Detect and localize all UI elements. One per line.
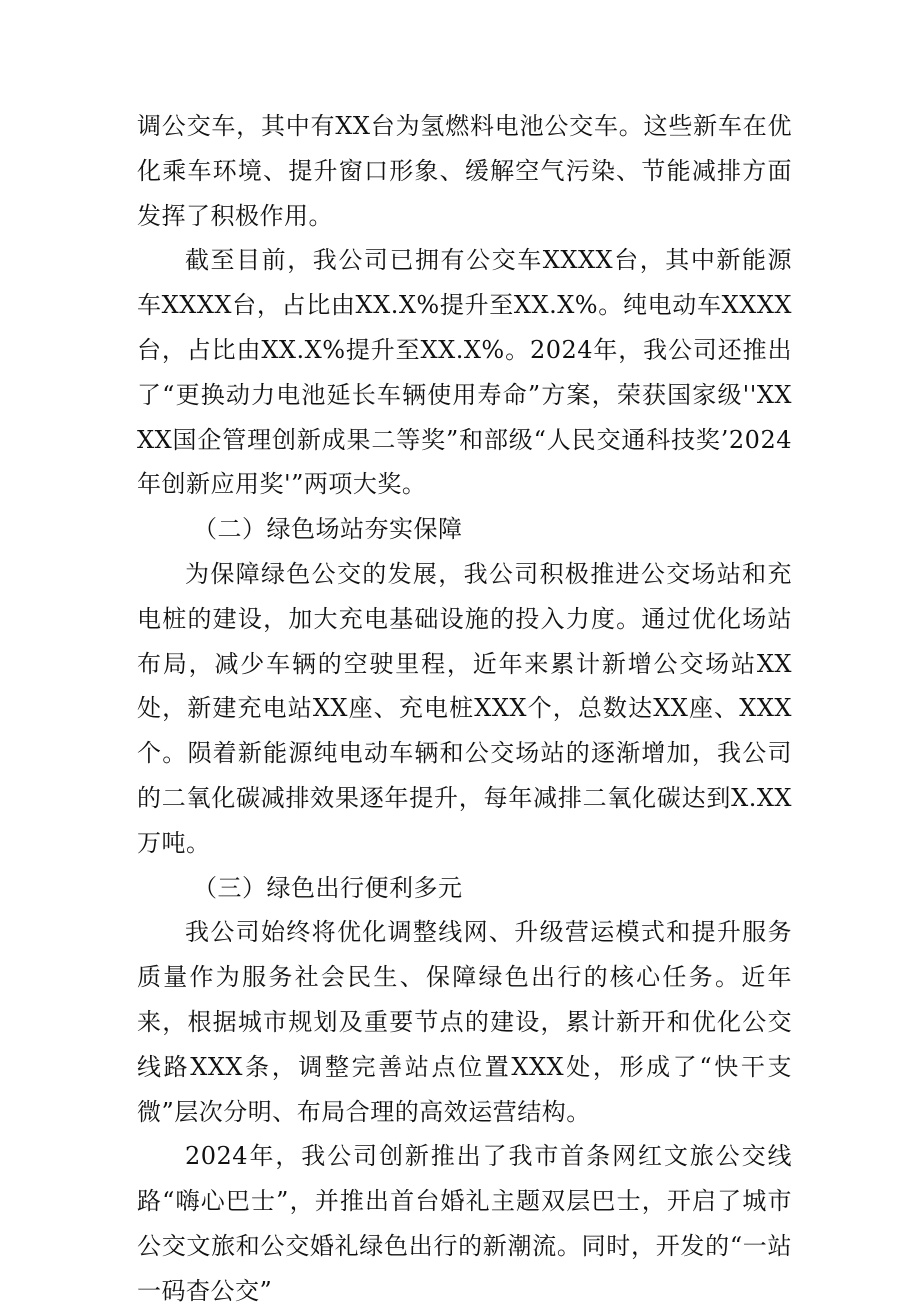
paragraph-5: 2024年，我公司创新推出了我市首条网红文旅公交线路“嗨心巴士”，并推出首台婚礼主题双层巴士，开启了城市公交文旅和公交婚礼绿色出行的新潮流。同时，开发的“一站一码杳公交” — [137, 1142, 792, 1305]
paragraph-3: 为保障绿色公交的发展，我公司积极推进公交场站和充电桩的建设，加大充电基础设施的投入力度。通过优化场站布局，减少车辆的空驶里程，近年来累计新增公交场站XX处，新建充电站XX座、充电桩XXX个，总数达XX座、XXX个。陨着新能源纯电动车辆和公交场站的逐渐增加，我公司的二氧化碳减排效果逐年提升，每年减排二氧化碳达到X.XX万吨。 — [137, 559, 792, 857]
paragraph-1: 调公交车，其中有XX台为氢燃料电池公交车。这些新车在优化乘车环境、提升窗口形象、缓解空气污染、节能减排方面发挥了积极作用。 — [137, 112, 792, 230]
paragraph-4: 我公司始终将优化调整线网、升级营运模式和提升服务质量作为服务社会民生、保障绿色出行的核心任务。近年来，根据城市规划及重要节点的建设，累计新开和优化公交线路XXX条，调整完善站点位置XXX处，形成了“快干支微”层次分明、布局合理的高效运营结构。 — [137, 918, 792, 1126]
section-heading-2: （二）绿色场站夯实保障 — [193, 515, 463, 544]
paragraph-2: 截至目前，我公司已拥有公交车XXXX台，其中新能源车XXXX台，占比由XX.X%提升至XX.X%。纯电动车XXXX台，占比由XX.X%提升至XX.X%。2024年，我公司还推出了“更换动力电池延长车辆使用寿命”方案，荣获国家级''XXXX国企管理创新成果二等奖”和部级“人民交通科技奖’2024年创新应用奖'”两项大奖。 — [137, 246, 792, 499]
document-body — [137, 104, 792, 1314]
section-heading-3: （三）绿色出行便利多元 — [193, 873, 463, 902]
